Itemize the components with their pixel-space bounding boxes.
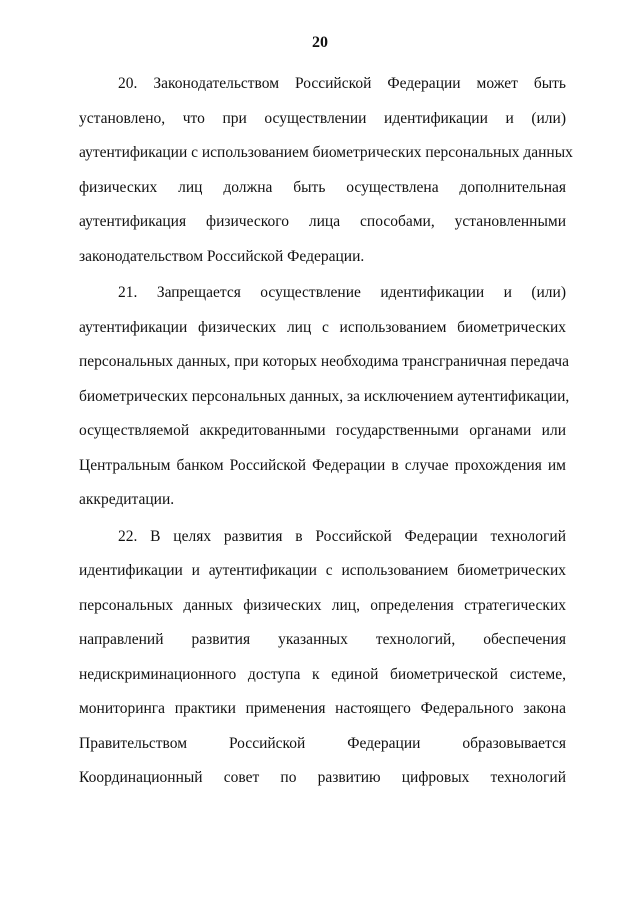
text-line: биометрических персональных данных, за исключением аутентификации, [79, 387, 570, 405]
paragraph-21 [79, 276, 570, 518]
text-line: идентификации и аутентификации с использованием биометрических [79, 562, 566, 579]
text-line: 22. В целях развития в Российской Федерации технологий [118, 527, 566, 545]
text-line: персональных данных, при которых необходима трансграничная передача [79, 353, 569, 370]
text-line: персональных данных физических лиц, определения стратегических [79, 596, 566, 614]
text-line: законодательством Российской Федерации. [79, 247, 365, 265]
text-line: 20. Законодательством Российской Федерации может быть [118, 75, 566, 92]
paragraph-22 [79, 520, 566, 796]
text-line: Координационный совет по развитию цифровых технологий [79, 769, 566, 786]
text-line: недискриминационного доступа к единой биометрической системе, [79, 665, 566, 683]
document-body [79, 67, 573, 796]
page-number: 20 [312, 34, 328, 51]
text-line: аутентификации физических лиц с использованием биометрических [79, 318, 566, 336]
text-line: аккредитации. [79, 491, 175, 508]
text-line: мониторинга практики применения настоящего Федерального закона [79, 700, 566, 717]
text-line: направлений развития указанных технологий, обеспечения [79, 631, 566, 648]
text-line: аутентификация физического лица способами, установленными [79, 213, 566, 230]
text-line: физических лиц должна быть осуществлена дополнительная [79, 178, 566, 196]
text-line: 21. Запрещается осуществление идентификации и (или) [118, 284, 566, 301]
text-line: аутентификации с использованием биометрических персональных данных [79, 144, 573, 161]
text-line: Центральным банком Российской Федерации в случае прохождения им [79, 456, 566, 474]
text-line: установлено, что при осуществлении идентификации и (или) [79, 109, 566, 127]
paragraph-20 [79, 67, 573, 274]
text-line: осуществляемой аккредитованными государственными органами или [79, 422, 566, 439]
text-line: Правительством Российской Федерации образовывается [79, 734, 566, 752]
